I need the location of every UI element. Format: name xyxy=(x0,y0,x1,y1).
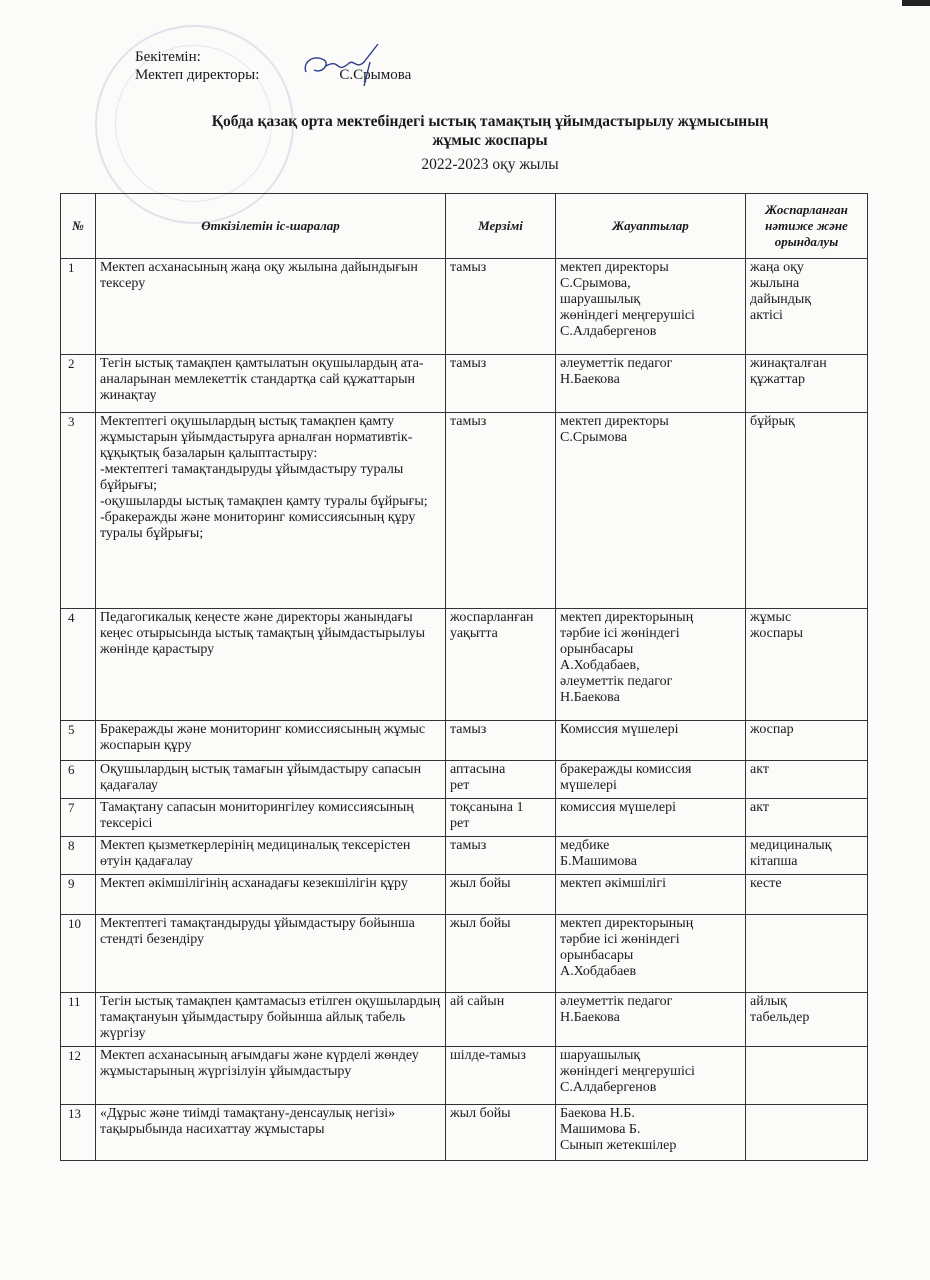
row-result: жоспар xyxy=(746,721,868,761)
row-term: жыл бойы xyxy=(446,915,556,993)
row-responsible: Баекова Н.Б. Машимова Б. Сынып жетекшілер xyxy=(556,1105,746,1161)
column-header-result: Жоспарланған нәтиже және орындалуы xyxy=(746,194,868,259)
row-result: акт xyxy=(746,761,868,799)
table-row xyxy=(61,915,868,993)
row-responsible: комиссия мүшелері xyxy=(556,799,746,837)
academic-year: 2022-2023 оқу жылы xyxy=(421,156,559,173)
row-number: 8 xyxy=(61,837,96,875)
director-label: Мектеп директоры: xyxy=(135,67,260,83)
row-term: тамыз xyxy=(446,721,556,761)
row-event: Мектеп әкімшілігінің асханадағы кезекшілігін құру xyxy=(96,875,446,915)
row-number: 11 xyxy=(61,993,96,1047)
row-event: Педагогикалық кеңесте және директоры жанындағы кеңес отырысында ыстық тамақтың ұйымдастырылуы жөнінде қарастыру xyxy=(96,609,446,721)
row-number: 12 xyxy=(61,1047,96,1105)
row-result: бұйрық xyxy=(746,413,868,609)
table-row xyxy=(61,1105,868,1161)
column-header-term: Мерзімі xyxy=(446,194,556,259)
row-number: 13 xyxy=(61,1105,96,1161)
row-event: Мектеп асханасының жаңа оқу жылына дайындығын тексеру xyxy=(96,259,446,355)
table-row xyxy=(61,799,868,837)
table-row xyxy=(61,609,868,721)
row-result xyxy=(746,915,868,993)
row-responsible: әлеуметтік педагог Н.Баекова xyxy=(556,993,746,1047)
row-event: «Дұрыс және тиімді тамақтану-денсаулық негізі» тақырыбында насихаттау жұмыстары xyxy=(96,1105,446,1161)
row-term: тоқсанына 1 рет xyxy=(446,799,556,837)
row-number: 4 xyxy=(61,609,96,721)
table-row xyxy=(61,413,868,609)
table-header-row xyxy=(61,194,868,259)
row-event: Мектептегі тамақтандыруды ұйымдастыру бойынша стендті безендіру xyxy=(96,915,446,993)
row-responsible: Комиссия мүшелері xyxy=(556,721,746,761)
row-number: 9 xyxy=(61,875,96,915)
row-responsible: бракеражды комиссия мүшелері xyxy=(556,761,746,799)
title-line-1: Қобда қазақ орта мектебіндегі ыстық тамақтың ұйымдастырылу жұмысының xyxy=(211,113,769,130)
row-event: Мектеп қызметкерлерінің медициналық тексерістен өтуін қадағалау xyxy=(96,837,446,875)
row-event: Тамақтану сапасын мониторингілеу комиссиясының тексерісі xyxy=(96,799,446,837)
table-row xyxy=(61,259,868,355)
row-term: тамыз xyxy=(446,413,556,609)
signature-icon xyxy=(300,40,420,90)
row-number: 5 xyxy=(61,721,96,761)
row-responsible: мектеп әкімшілігі xyxy=(556,875,746,915)
table-row xyxy=(61,761,868,799)
row-result: жұмыс жоспары xyxy=(746,609,868,721)
table-body xyxy=(61,259,868,1161)
row-result: жаңа оқу жылына дайындық актісі xyxy=(746,259,868,355)
row-result xyxy=(746,1047,868,1105)
row-term: шілде-тамыз xyxy=(446,1047,556,1105)
row-term: аптасына рет xyxy=(446,761,556,799)
table-row xyxy=(61,721,868,761)
column-header-event: Өткізілетін іс-шаралар xyxy=(96,194,446,259)
row-result: жинақталған құжаттар xyxy=(746,355,868,413)
row-term: ай сайын xyxy=(446,993,556,1047)
document-title xyxy=(100,112,880,150)
row-result xyxy=(746,1105,868,1161)
row-responsible: медбике Б.Машимова xyxy=(556,837,746,875)
row-term: тамыз xyxy=(446,837,556,875)
row-result: кесте xyxy=(746,875,868,915)
row-number: 7 xyxy=(61,799,96,837)
row-number: 2 xyxy=(61,355,96,413)
table-row xyxy=(61,355,868,413)
table-row xyxy=(61,993,868,1047)
row-term: тамыз xyxy=(446,259,556,355)
row-event: Тегін ыстық тамақпен қамтылатын оқушылардың ата-аналарынан мемлекеттік стандартқа сай құжаттарын жинақтау xyxy=(96,355,446,413)
row-result: медициналық кітапша xyxy=(746,837,868,875)
row-event: Тегін ыстық тамақпен қамтамасыз етілген оқушылардың тамақтануын ұйымдастыру бойынша айлық табель жүргізу xyxy=(96,993,446,1047)
row-term: тамыз xyxy=(446,355,556,413)
table-row xyxy=(61,1047,868,1105)
row-responsible: шаруашылық жөніндегі меңгерушісі С.Алдабергенов xyxy=(556,1047,746,1105)
row-responsible: әлеуметтік педагог Н.Баекова xyxy=(556,355,746,413)
row-responsible: мектеп директорының тәрбие ісі жөніндегі орынбасары А.Хобдабаев xyxy=(556,915,746,993)
column-header-number: № xyxy=(61,194,96,259)
row-number: 10 xyxy=(61,915,96,993)
row-result: акт xyxy=(746,799,868,837)
row-event: Оқушылардың ыстық тамағын ұйымдастыру сапасын қадағалау xyxy=(96,761,446,799)
row-result: айлық табельдер xyxy=(746,993,868,1047)
table-row xyxy=(61,875,868,915)
title-line-2: жұмыс жоспары xyxy=(432,132,548,149)
row-event: Мектеп асханасының ағымдағы және күрделі жөндеу жұмыстарының жүргізілуін ұйымдастыру xyxy=(96,1047,446,1105)
row-term: жыл бойы xyxy=(446,875,556,915)
row-number: 6 xyxy=(61,761,96,799)
row-event: Мектептегі оқушылардың ыстық тамақпен қамту жұмыстарын ұйымдастыруға арналған нормативтік-құқықтық базаларын қалыптастыру: -мектептегі тамақтандыруды ұйымдастыру туралы бұйрығы; -оқушыларды ыстық тамақпен қамту туралы бұйрығы; -бракеражды және мониторинг комиссиясының құру туралы бұйрығы; xyxy=(96,413,446,609)
row-responsible: мектеп директоры С.Срымова, шаруашылық жөніндегі меңгерушісі С.Алдабергенов xyxy=(556,259,746,355)
director-name: С.Срымова xyxy=(339,67,412,83)
row-term: жыл бойы xyxy=(446,1105,556,1161)
approval-label: Бекітемін: xyxy=(135,49,201,65)
scan-corner-mark xyxy=(902,0,930,6)
row-event: Бракеражды және мониторинг комиссиясының жұмыс жоспарын құру xyxy=(96,721,446,761)
row-responsible: мектеп директорының тәрбие ісі жөніндегі орынбасары А.Хобдабаев, әлеуметтік педагог Н.Баекова xyxy=(556,609,746,721)
work-plan-table xyxy=(60,193,868,1161)
row-responsible: мектеп директоры С.Срымова xyxy=(556,413,746,609)
row-number: 3 xyxy=(61,413,96,609)
row-number: 1 xyxy=(61,259,96,355)
column-header-responsible: Жауаптылар xyxy=(556,194,746,259)
table-row xyxy=(61,837,868,875)
row-term: жоспарланған уақытта xyxy=(446,609,556,721)
